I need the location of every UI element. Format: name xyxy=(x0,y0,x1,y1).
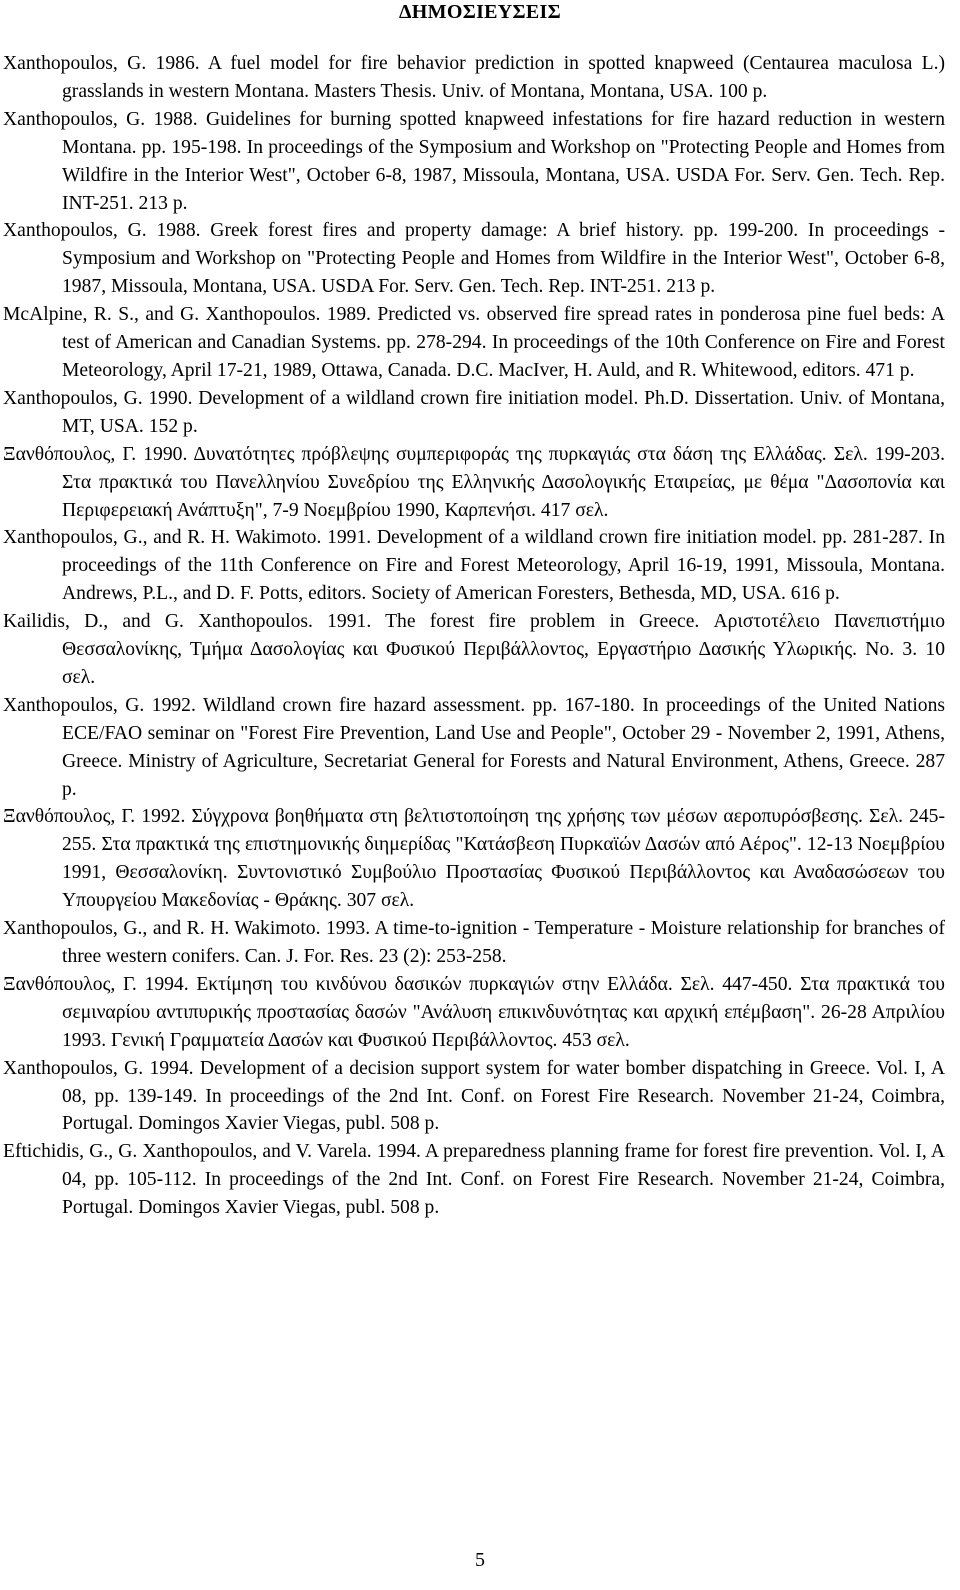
reference-item: Ξανθόπουλος, Γ. 1990. Δυνατότητες πρόβλεψης συμπεριφοράς της πυρκαγιάς στα δάση της Ελλάδας. Σελ. 199-203. Στα πρακτικά του Πανελληνίου Συνεδρίου της Ελληνικής Δασολογικής Εταιρείας, με θέμα "Δασοπονία και Περιφερειακή Ανάπτυξη", 7-9 Νοεμβρίου 1990, Καρπενήσι. 417 σελ. xyxy=(3,443,945,521)
reference-list xyxy=(3,50,945,1222)
reference-item: Kailidis, D., and G. Xanthopoulos. 1991. The forest fire problem in Greece. Αριστοτέλειο Πανεπιστήμιο Θεσσαλονίκης, Τμήμα Δασολογίας και Φυσικού Περιβάλλοντος, Εργαστήριο Δασικής Υλωρικής. No. 3. 10 σελ. xyxy=(3,611,945,688)
reference-item: Ξανθόπουλος, Γ. 1992. Σύγχρονα βοηθήματα στη βελτιστοποίηση της χρήσης των μέσων αεροπυρόσβεσης. Σελ. 245-255. Στα πρακτικά της επιστημονικής διημερίδας "Κατάσβεση Πυρκαϊών Δασών από Αέρος". 12-13 Νοεμβρίου 1991, Θεσσαλονίκη. Συντονιστικό Συμβούλιο Προστασίας Φυσικού Περιβάλλοντος και Αναδασώσεων του Υπουργείου Μακεδονίας - Θράκης. 307 σελ. xyxy=(3,806,945,912)
reference-item: McAlpine, R. S., and G. Xanthopoulos. 1989. Predicted vs. observed fire spread rates in ponderosa pine fuel beds: A test of American and Canadian Systems. pp. 278-294. In proceedings of the 10th Conference on Fire and Forest Meteorology, April 17-21, 1989, Ottawa, Canada. D.C. MacIver, H. Auld, and R. Whitewood, editors. 471 p. xyxy=(3,304,945,381)
reference-item: Xanthopoulos, G. 1992. Wildland crown fire hazard assessment. pp. 167-180. In proceedings of the United Nations ECE/FAO seminar on "Forest Fire Prevention, Land Use and People", October 29 - November 2, 1991, Athens, Greece. Ministry of Agriculture, Secretariat General for Forests and Natural Environment, Athens, Greece. 287 p. xyxy=(3,694,945,800)
page-number: 5 xyxy=(475,1549,485,1571)
reference-item: Xanthopoulos, G. 1988. Guidelines for burning spotted knapweed infestations for fire hazard reduction in western Montana. pp. 195-198. In proceedings of the Symposium and Workshop on "Protecting People and Homes from Wildfire in the Interior West", October 6-8, 1987, Missoula, Montana, USA. USDA For. Serv. Gen. Tech. Rep. INT-251. 213 p. xyxy=(3,108,945,214)
reference-item: Xanthopoulos, G. 1990. Development of a wildland crown fire initiation model. Ph.D. Dissertation. Univ. of Montana, MT, USA. 152 p. xyxy=(3,387,945,437)
reference-item: Eftichidis, G., G. Xanthopoulos, and V. Varela. 1994. A preparedness planning frame for forest fire prevention. Vol. I, A 04, pp. 105-112. In proceedings of the 2nd Int. Conf. on Forest Fire Research. November 21-24, Coimbra, Portugal. Domingos Xavier Viegas, publ. 508 p. xyxy=(3,1141,945,1219)
reference-item: Ξανθόπουλος, Γ. 1994. Εκτίμηση του κινδύνου δασικών πυρκαγιών στην Ελλάδα. Σελ. 447-450. Στα πρακτικά του σεμιναρίου αντιπυρικής προστασίας δασών "Ανάλυση επικινδυνότητας και αρχική επέμβαση". 26-28 Απριλίου 1993. Γενική Γραμματεία Δασών και Φυσικού Περιβάλλοντος. 453 σελ. xyxy=(3,973,945,1051)
reference-item: Xanthopoulos, G., and R. H. Wakimoto. 1993. A time-to-ignition - Temperature - Moisture relationship for branches of three western conifers. Can. J. For. Res. 23 (2): 253-258. xyxy=(3,918,945,967)
reference-item: Xanthopoulos, G. 1994. Development of a decision support system for water bomber dispatching in Greece. Vol. I, A 08, pp. 139-149. In proceedings of the 2nd Int. Conf. on Forest Fire Research. November 21-24, Coimbra, Portugal. Domingos Xavier Viegas, publ. 508 p. xyxy=(3,1057,945,1135)
reference-item: Xanthopoulos, G., and R. H. Wakimoto. 1991. Development of a wildland crown fire initiation model. pp. 281-287. In proceedings of the 11th Conference on Fire and Forest Meteorology, April 16-19, 1991, Missoula, Montana. Andrews, P.L., and D. F. Potts, editors. Society of American Foresters, Bethesda, MD, USA. 616 p. xyxy=(3,527,945,605)
reference-item: Xanthopoulos, G. 1986. A fuel model for fire behavior prediction in spotted knapweed (Centaurea maculosa L.) grasslands in western Montana. Masters Thesis. Univ. of Montana, Montana, USA. 100 p. xyxy=(3,53,945,102)
reference-item: Xanthopoulos, G. 1988. Greek forest fires and property damage: A brief history. pp. 199-200. In proceedings - Symposium and Workshop on "Protecting People and Homes from Wildfire in the Interior West", October 6-8, 1987, Missoula, Montana, USA. USDA For. Serv. Gen. Tech. Rep. INT-251. 213 p. xyxy=(3,220,945,298)
page-title: ΔΗΜΟΣΙΕΥΣΕΙΣ xyxy=(398,1,562,23)
